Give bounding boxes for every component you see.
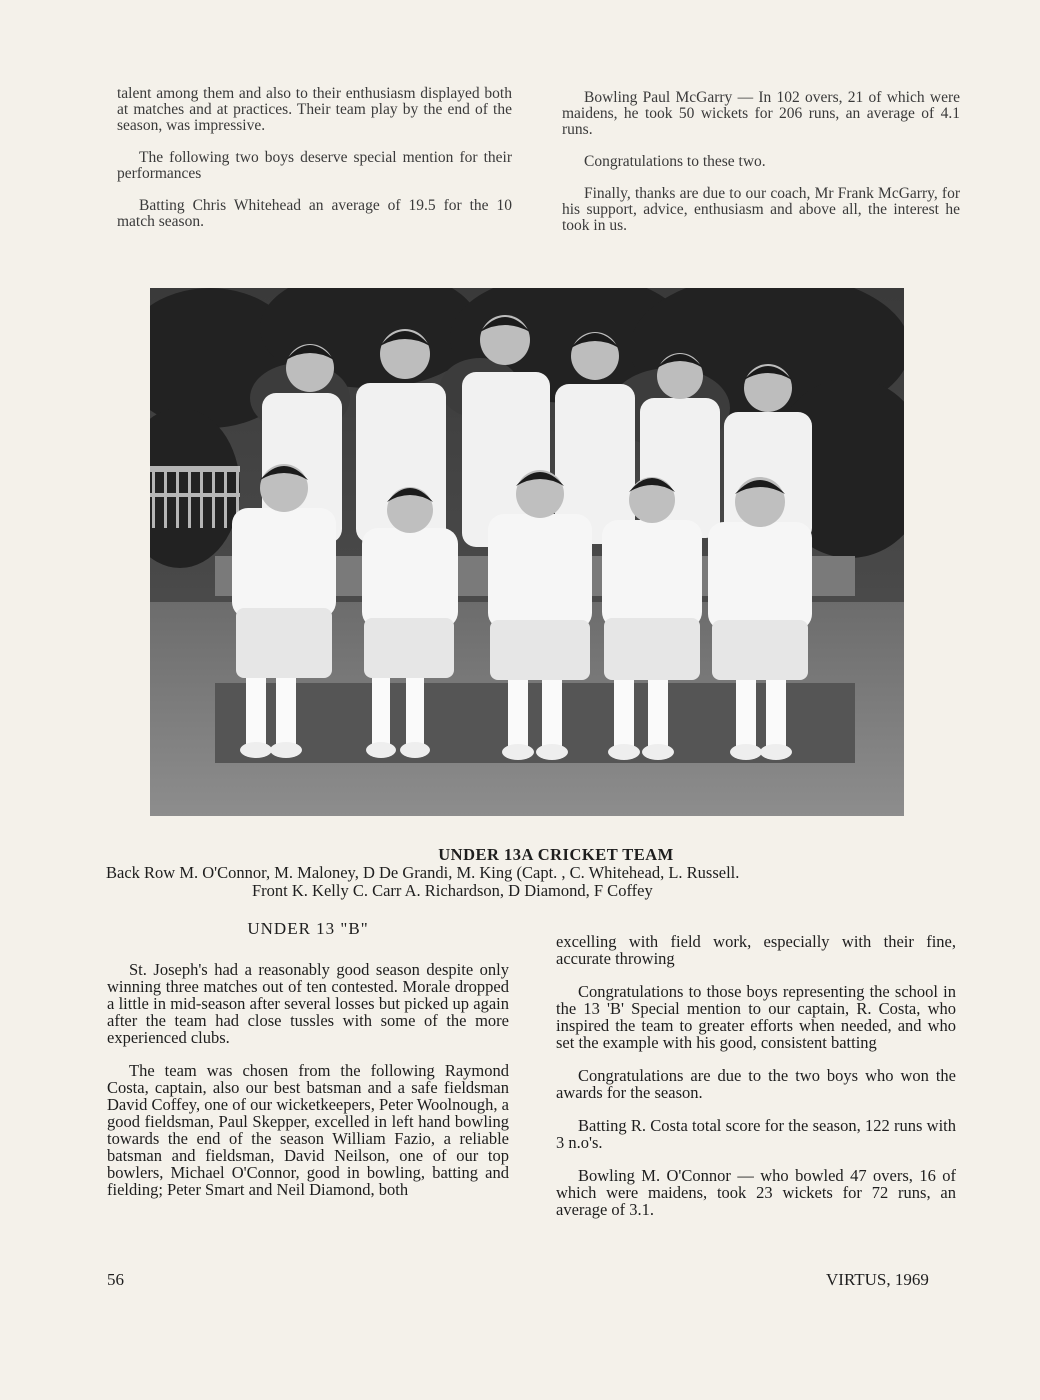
publication-title: VIRTUS, 1969	[826, 1270, 929, 1289]
caption-front-row: Front K. Kelly C. Carr A. Richardson, D Diamond, F Coffey	[252, 881, 653, 900]
paragraph: Batting Chris Whitehead an average of 19.5 for the 10 match season.	[117, 197, 512, 230]
paragraph: Congratulations to those boys representing the school in the 13 'B' Special mention to our captain, R. Costa, who inspired the team to greater efforts when needed, and who set the example with his good, consistent batting	[556, 982, 956, 1052]
page-number: 56	[107, 1270, 124, 1289]
paragraph: Finally, thanks are due to our coach, Mr Frank McGarry, for his support, advice, enthusiasm and above all, the interest he took in us.	[562, 185, 960, 234]
bottom-right-column	[556, 933, 956, 1234]
paragraph: Congratulations are due to the two boys who won the awards for the season.	[556, 1066, 956, 1102]
team-photograph	[150, 288, 904, 816]
top-left-column	[117, 86, 512, 246]
paragraph: Bowling Paul McGarry — In 102 overs, 21 of which were maidens, he took 50 wickets for 206 runs, an average of 4.1 runs.	[562, 89, 960, 138]
paragraph: Congratulations to these two.	[584, 153, 766, 170]
paragraph: talent among them and also to their enthusiasm displayed both at matches and at practices. Their team play by the end of the season, was impressive.	[117, 85, 512, 134]
caption-back-row: Back Row M. O'Connor, M. Maloney, D De Grandi, M. King (Capt. , C. Whitehead, L. Russell.	[106, 863, 740, 882]
team-photo-illustration	[150, 288, 904, 816]
bottom-left-column	[107, 920, 509, 1214]
paragraph: The team was chosen from the following Raymond Costa, captain, also our best batsman and a safe fieldsman David Coffey, one of our wicketkeepers, Peter Woolnough, a good fieldsman, Paul Skepper, excelled in left hand bowling towards the end of the season William Fazio, a reliable batsman and fieldsman, David Neilson, one of our top bowlers, Michael O'Connor, good in bowling, batting and fielding; Peter Smart and Neil Diamond, both	[107, 1061, 509, 1199]
caption-title: UNDER 13A CRICKET TEAM	[438, 845, 674, 864]
section-heading: UNDER 13 "B"	[247, 919, 369, 938]
paragraph: St. Joseph's had a reasonably good season despite only winning three matches out of ten contested. Morale dropped a little in mid-season after several losses but picked up again after the team had close tussles with some of the more experienced clubs.	[107, 960, 509, 1047]
photo-caption	[106, 846, 966, 900]
top-right-column	[562, 90, 960, 250]
paragraph: Bowling M. O'Connor — who bowled 47 overs, 16 of which were maidens, took 23 wickets for 72 runs, an average of 3.1.	[556, 1166, 956, 1219]
paragraph: The following two boys deserve special mention for their performances	[117, 149, 512, 182]
paragraph: Batting R. Costa total score for the season, 122 runs with 3 n.o's.	[556, 1116, 956, 1152]
paragraph: excelling with field work, especially with their fine, accurate throwing	[556, 932, 956, 968]
